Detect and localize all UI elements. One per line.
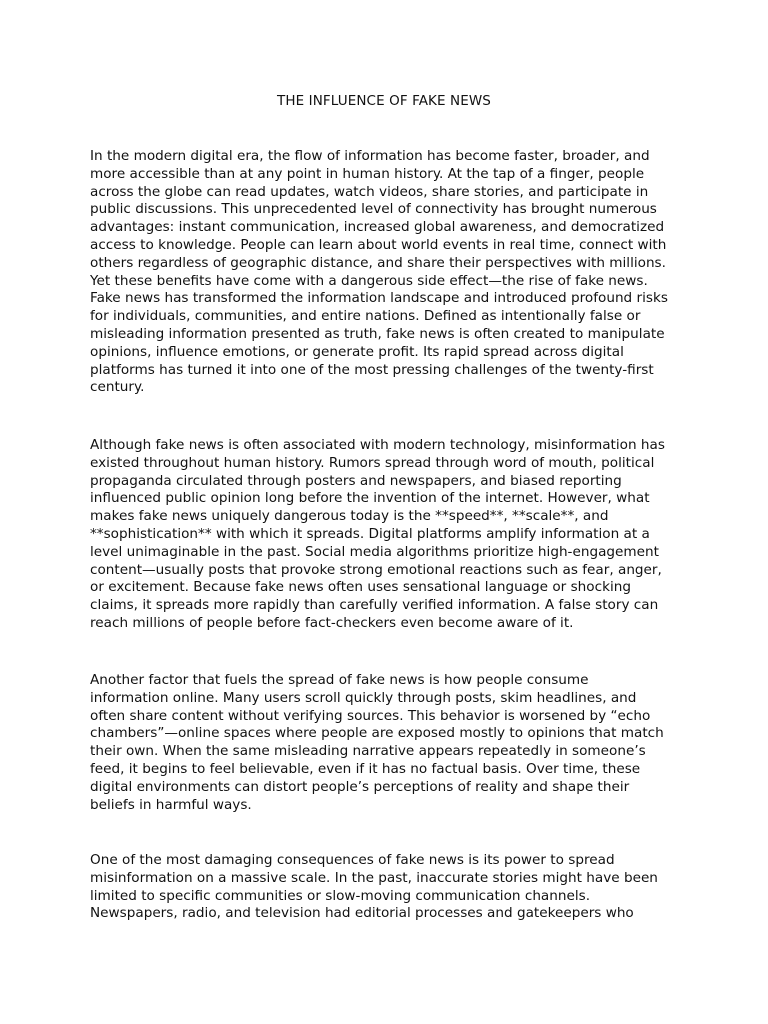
paragraph-line: Newspapers, radio, and television had editorial processes and gatekeepers who [90, 905, 634, 922]
paragraph-line: claims, it spreads more rapidly than carefully verified information. A false story can [90, 597, 659, 614]
paragraph-line: platforms has turned it into one of the most pressing challenges of the twenty-first [90, 361, 654, 378]
paragraph-line: opinions, influence emotions, or generate profit. Its rapid spread across digital [90, 343, 624, 360]
paragraph-line: Another factor that fuels the spread of fake news is how people consume [90, 672, 589, 688]
paragraph-line: public discussions. This unprecedented level of connectivity has brought numerous [90, 201, 657, 218]
paragraph-line: level unimaginable in the past. Social media algorithms prioritize high-engagement [90, 543, 659, 560]
paragraph-line: influenced public opinion long before the invention of the internet. However, what [90, 490, 650, 507]
paragraph-line: Although fake news is often associated with modern technology, misinformation has [90, 437, 665, 453]
paragraph-line: misleading information presented as truth, fake news is often created to manipulate [90, 325, 665, 342]
paragraph-line: or excitement. Because fake news often uses sensational language or shocking [90, 579, 631, 596]
paragraph-line: feed, it begins to feel believable, even if it has no factual basis. Over time, these [90, 760, 641, 777]
paragraph-line: content—usually posts that provoke strong emotional reactions such as fear, anger, [90, 561, 662, 578]
paragraph-line: In the modern digital era, the flow of information has become faster, broader, and [90, 148, 650, 164]
paragraph-line: Yet these benefits have come with a dangerous side effect—the rise of fake news. [90, 272, 648, 289]
paragraph-line: more accessible than at any point in human history. At the tap of a finger, people [90, 165, 645, 182]
paragraph-line: Fake news has transformed the information landscape and introduced profound risks [90, 290, 668, 307]
paragraph-line: their own. When the same misleading narrative appears repeatedly in someone’s [90, 743, 646, 760]
paragraph-digital-era [90, 148, 690, 397]
paragraph-line: advantages: instant communication, increased global awareness, and democratized [90, 219, 665, 236]
paragraph-line: **sophistication** with which it spreads. Digital platforms amplify information at a [90, 525, 650, 542]
paragraph-line: propaganda circulated through posters and newspapers, and biased reporting [90, 472, 622, 489]
paragraph-line: across the globe can read updates, watch videos, share stories, and participate in [90, 183, 649, 200]
paragraph-massive-scale [90, 852, 690, 923]
paragraph-line: often share content without verifying sources. This behavior is worsened by “echo [90, 707, 651, 724]
paragraph-line: chambers”—online spaces where people are exposed mostly to opinions that match [90, 725, 664, 742]
paragraph-line: access to knowledge. People can learn about world events in real time, connect with [90, 236, 667, 253]
paragraph-line: misinformation on a massive scale. In the past, inaccurate stories might have been [90, 869, 658, 886]
paragraph-online-consumption [90, 672, 690, 814]
paragraph-line: information online. Many users scroll quickly through posts, skim headlines, and [90, 689, 637, 706]
paragraph-history-of-misinformation [90, 437, 690, 633]
paragraph-line: reach millions of people before fact-checkers even become aware of it. [90, 614, 574, 631]
paragraph-line: existed throughout human history. Rumors spread through word of mouth, political [90, 454, 655, 471]
paragraph-line: century. [90, 379, 145, 396]
paragraph-line: for individuals, communities, and entire nations. Defined as intentionally false or [90, 308, 641, 325]
paragraph-line: digital environments can distort people’s perceptions of reality and shape their [90, 778, 630, 795]
paragraph-line: makes fake news uniquely dangerous today is the **speed**, **scale**, and [90, 508, 609, 525]
page-title: THE INFLUENCE OF FAKE NEWS [277, 93, 491, 109]
paragraph-line: others regardless of geographic distance, and share their perspectives with millions. [90, 254, 666, 271]
paragraph-line: One of the most damaging consequences of fake news is its power to spread [90, 852, 615, 868]
paragraph-line: limited to specific communities or slow-moving communication channels. [90, 887, 591, 904]
paragraph-line: beliefs in harmful ways. [90, 796, 252, 813]
